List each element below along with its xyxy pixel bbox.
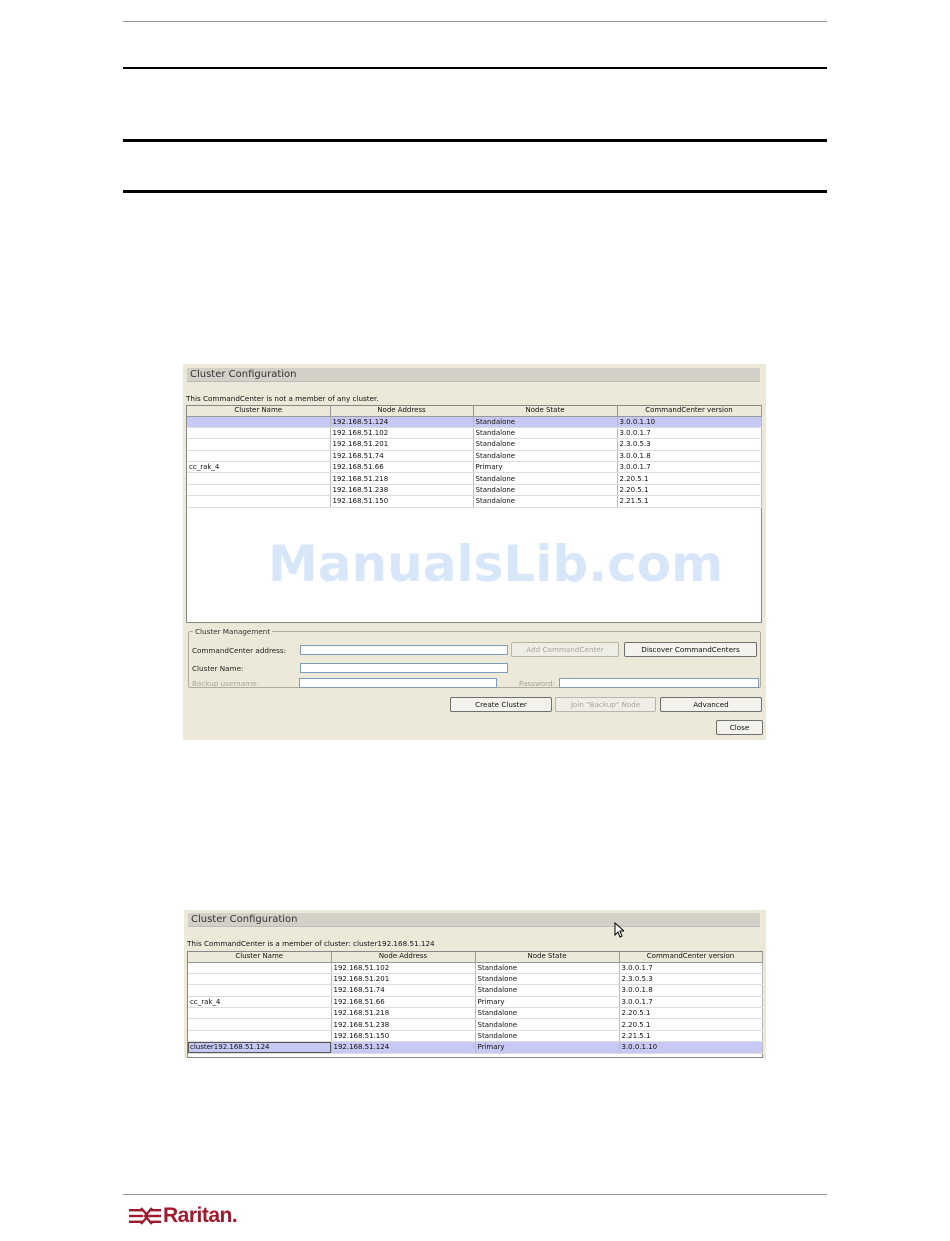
cell-version: 3.0.0.1.7: [617, 462, 761, 473]
cell-state: Standalone: [473, 416, 617, 427]
cell-name: [188, 973, 331, 984]
cell-address: 192.168.51.150: [331, 1030, 475, 1041]
cell-state: Standalone: [473, 439, 617, 450]
table-row[interactable]: [187, 496, 761, 507]
cell-address: 192.168.51.66: [331, 996, 475, 1007]
raritan-logo-text: Raritan.: [163, 1204, 238, 1227]
mouse-pointer-icon: [614, 922, 624, 938]
commandcenter-address-label: CommandCenter address:: [192, 646, 287, 655]
cell-name: cluster192.168.51.124: [188, 1042, 331, 1053]
join-backup-node-button[interactable]: Join "Backup" Node: [555, 697, 656, 712]
raritan-logo: [129, 1204, 237, 1228]
column-header-cluster-name[interactable]: Cluster Name: [188, 952, 331, 962]
cell-address: 192.168.51.201: [330, 439, 473, 450]
table-row[interactable]: [188, 973, 762, 984]
cell-version: 2.21.5.1: [619, 1030, 762, 1041]
cell-state: Standalone: [473, 496, 617, 507]
backup-username-label: Backup username:: [192, 679, 259, 688]
column-header-node-state[interactable]: Node State: [475, 952, 619, 962]
cell-address: 192.168.51.102: [330, 427, 473, 438]
cell-name: [188, 1008, 331, 1019]
section-rule: [123, 139, 827, 142]
table-row[interactable]: [187, 473, 761, 484]
table-row[interactable]: [188, 996, 762, 1007]
header-rule: [123, 21, 827, 22]
advanced-button[interactable]: Advanced: [660, 697, 762, 712]
cell-address: 192.168.51.218: [331, 1008, 475, 1019]
cell-version: 3.0.0.1.7: [619, 996, 762, 1007]
panel-title: Cluster Configuration: [188, 913, 760, 927]
cell-version: 2.20.5.1: [617, 473, 761, 484]
table-row[interactable]: [188, 962, 762, 973]
cluster-configuration-panel-member: [184, 910, 766, 1058]
cell-name: [188, 1019, 331, 1030]
cell-address: 192.168.51.66: [330, 462, 473, 473]
cell-address: 192.168.51.150: [330, 496, 473, 507]
column-header-node-state[interactable]: Node State: [473, 406, 617, 416]
cell-address: 192.168.51.124: [331, 1042, 475, 1053]
cell-state: Standalone: [473, 427, 617, 438]
table-row[interactable]: [187, 439, 761, 450]
cluster-status-text: This CommandCenter is a member of cluster: cluster192.168.51.124: [187, 939, 435, 948]
cell-address: 192.168.51.74: [331, 985, 475, 996]
table-row[interactable]: [188, 985, 762, 996]
table-row[interactable]: [187, 427, 761, 438]
close-button[interactable]: Close: [716, 720, 763, 735]
section-rule: [123, 67, 827, 69]
raritan-logo-mark-icon: [129, 1206, 161, 1226]
cell-version: 3.0.0.1.7: [617, 427, 761, 438]
create-cluster-button[interactable]: Create Cluster: [450, 697, 552, 712]
cell-state: Standalone: [475, 1019, 619, 1030]
table-row[interactable]: [187, 462, 761, 473]
cell-name: [187, 416, 330, 427]
cell-name: cc_rak_4: [188, 996, 331, 1007]
cell-version: 2.20.5.1: [617, 484, 761, 495]
cell-address: 192.168.51.238: [330, 484, 473, 495]
cell-version: 3.0.0.1.10: [619, 1042, 762, 1053]
cell-version: 3.0.0.1.7: [619, 962, 762, 973]
watermark: ManualsLib.com: [268, 535, 724, 593]
column-header-node-address[interactable]: Node Address: [330, 406, 473, 416]
backup-username-input[interactable]: [299, 678, 497, 688]
column-header-node-address[interactable]: Node Address: [331, 952, 475, 962]
cell-state: Standalone: [475, 985, 619, 996]
password-input[interactable]: [559, 678, 759, 688]
table-row[interactable]: [188, 1008, 762, 1019]
cell-version: 2.3.0.5.3: [619, 973, 762, 984]
table-row[interactable]: [187, 484, 761, 495]
column-header-version[interactable]: CommandCenter version: [619, 952, 762, 962]
table-row[interactable]: [188, 1019, 762, 1030]
cluster-name-label: Cluster Name:: [192, 664, 244, 673]
cell-name: [187, 427, 330, 438]
cell-name: [187, 450, 330, 461]
cell-state: Primary: [473, 462, 617, 473]
cell-address: 192.168.51.201: [331, 973, 475, 984]
cell-state: Standalone: [473, 484, 617, 495]
section-rule: [123, 190, 827, 193]
add-commandcenter-button[interactable]: Add CommandCenter: [511, 642, 619, 657]
commandcenter-address-input[interactable]: [300, 645, 508, 655]
cell-address: 192.168.51.218: [330, 473, 473, 484]
cell-name: [188, 985, 331, 996]
cell-state: Standalone: [475, 962, 619, 973]
cell-name: [187, 473, 330, 484]
cell-version: 2.21.5.1: [617, 496, 761, 507]
cluster-table: [187, 951, 763, 1058]
cluster-management-group: [188, 627, 761, 688]
table-row[interactable]: [187, 450, 761, 461]
footer-rule: [123, 1194, 827, 1195]
cell-state: Primary: [475, 996, 619, 1007]
cluster-status-text: This CommandCenter is not a member of any cluster.: [186, 394, 379, 403]
table-row[interactable]: [187, 416, 761, 427]
cell-name: [188, 962, 331, 973]
cell-name: [188, 1030, 331, 1041]
cell-state: Standalone: [475, 973, 619, 984]
cell-name: [187, 496, 330, 507]
column-header-version[interactable]: CommandCenter version: [617, 406, 761, 416]
cell-state: Standalone: [473, 473, 617, 484]
column-header-cluster-name[interactable]: Cluster Name: [187, 406, 330, 416]
cell-address: 192.168.51.124: [330, 416, 473, 427]
cluster-management-legend: Cluster Management: [195, 627, 271, 636]
password-label: Password:: [519, 679, 555, 688]
cell-address: 192.168.51.102: [331, 962, 475, 973]
cell-version: 2.20.5.1: [619, 1019, 762, 1030]
cell-version: 3.0.0.1.8: [617, 450, 761, 461]
cell-name: [187, 439, 330, 450]
discover-commandcenters-button[interactable]: Discover CommandCenters: [624, 642, 757, 657]
table-row[interactable]: [188, 1042, 762, 1053]
cell-state: Standalone: [475, 1030, 619, 1041]
panel-title: Cluster Configuration: [187, 368, 760, 382]
cell-state: Standalone: [475, 1008, 619, 1019]
table-row[interactable]: [188, 1030, 762, 1041]
cell-version: 2.3.0.5.3: [617, 439, 761, 450]
cell-name: cc_rak_4: [187, 462, 330, 473]
cell-state: Standalone: [473, 450, 617, 461]
cell-state: Primary: [475, 1042, 619, 1053]
cell-version: 3.0.0.1.10: [617, 416, 761, 427]
cell-name: [187, 484, 330, 495]
cell-address: 192.168.51.238: [331, 1019, 475, 1030]
cluster-name-input[interactable]: [300, 663, 508, 673]
cell-address: 192.168.51.74: [330, 450, 473, 461]
cell-version: 3.0.0.1.8: [619, 985, 762, 996]
cell-version: 2.20.5.1: [619, 1008, 762, 1019]
